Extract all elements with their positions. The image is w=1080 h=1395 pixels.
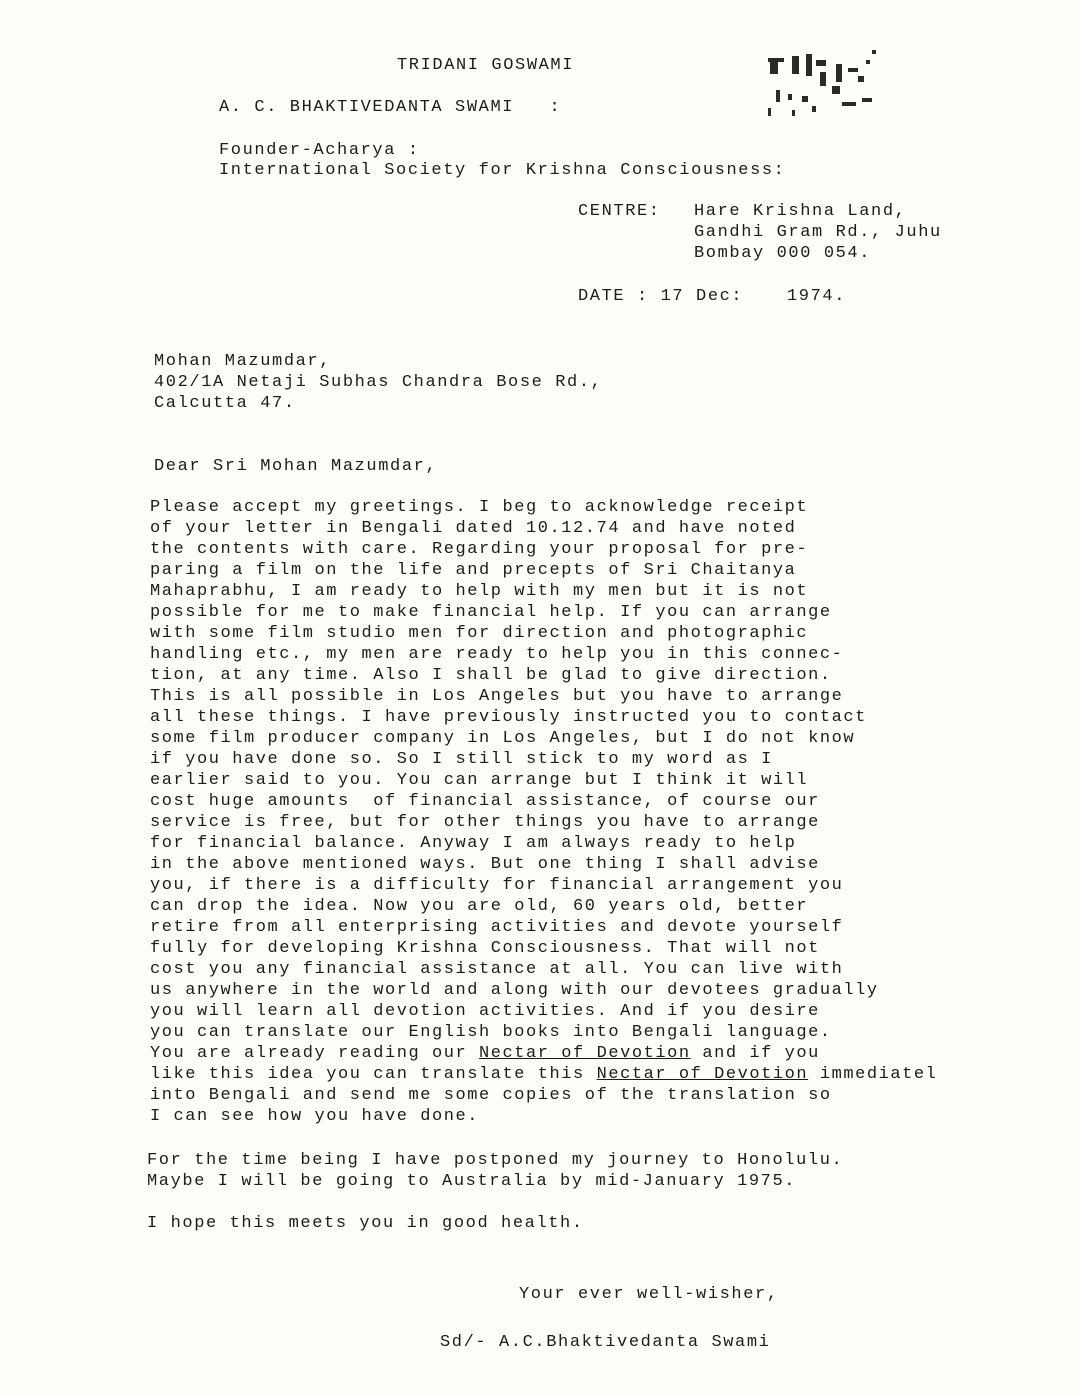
body-line: you will learn all devotion activities. And if you desire [150, 1002, 820, 1021]
body-line-text: immediatel [808, 1065, 938, 1084]
signature-line: Sd/- A.C.Bhaktivedanta Swami [440, 1333, 771, 1352]
body-line: tion, at any time. Also I shall be glad to give direction. [150, 666, 832, 685]
body-line: This is all possible in Los Angeles but you have to arrange [150, 687, 844, 706]
founder-acharya-line: Founder-Acharya : [219, 141, 420, 160]
body-line: I can see how you have done. [150, 1107, 480, 1126]
body-line: can drop the idea. Now you are old, 60 years old, better [150, 897, 809, 916]
body-line: earlier said to you. You can arrange but I think it will [150, 771, 809, 790]
salutation: Dear Sri Mohan Mazumdar, [154, 457, 438, 476]
body-line: you, if there is a difficulty for financial arrangement you [150, 876, 844, 895]
body-line: us anywhere in the world and along with our devotees gradually [150, 981, 879, 1000]
body-line: cost you any financial assistance at all. You can live with [150, 960, 844, 979]
body-line [150, 1044, 820, 1064]
date-label: DATE : 17 Dec: [578, 287, 744, 306]
ink-stamp-mark [762, 46, 892, 126]
society-line: International Society for Krishna Consciousness: [219, 161, 786, 180]
body-line: for financial balance. Anyway I am always ready to help [150, 834, 797, 853]
body-line-text: and if you [690, 1044, 820, 1063]
body-line: all these things. I have previously instructed you to contact [150, 708, 867, 727]
body-line: retire from all enterprising activities and devote yourself [150, 918, 844, 937]
centre-address-line-3: Bombay 000 054. [694, 244, 872, 263]
body-line: of your letter in Bengali dated 10.12.74 and have noted [150, 519, 797, 538]
body-line-text: You are already reading our [150, 1044, 480, 1063]
paragraph-3: I hope this meets you in good health. [147, 1214, 584, 1233]
body-line: fully for developing Krishna Consciousness. That will not [150, 939, 820, 958]
paragraph-2-line-1: For the time being I have postponed my journey to Honolulu. [147, 1151, 844, 1170]
book-title: Nectar of Devotion [596, 1065, 809, 1084]
sender-name: A. C. BHAKTIVEDANTA SWAMI : [219, 98, 562, 117]
body-line: if you have done so. So I still stick to my word as I [150, 750, 773, 769]
body-line: handling etc., my men are ready to help you in this connec- [150, 645, 844, 664]
body-line: cost huge amounts of financial assistance, of course our [150, 792, 820, 811]
letterhead-title: TRIDANI GOSWAMI [397, 56, 575, 75]
body-line: possible for me to make financial help. If you can arrange [150, 603, 832, 622]
body-line: paring a film on the life and precepts of Sri Chaitanya [150, 561, 797, 580]
body-line: Mahaprabhu, I am ready to help with my men but it is not [150, 582, 809, 601]
book-title: Nectar of Devotion [479, 1044, 691, 1063]
recipient-address-1: 402/1A Netaji Subhas Chandra Bose Rd., [154, 373, 603, 392]
body-line: service is free, but for other things you have to arrange [150, 813, 820, 832]
paragraph-2-line-2: Maybe I will be going to Australia by mid-January 1975. [147, 1172, 797, 1191]
body-line [150, 1065, 937, 1085]
body-line: you can translate our English books into Bengali language. [150, 1023, 832, 1042]
body-line-text: like this idea you can translate this [150, 1065, 597, 1084]
body-line: in the above mentioned ways. But one thing I shall advise [150, 855, 820, 874]
body-line: Please accept my greetings. I beg to acknowledge receipt [150, 498, 809, 517]
body-line: the contents with care. Regarding your proposal for pre- [150, 540, 809, 559]
recipient-name: Mohan Mazumdar, [154, 352, 332, 371]
body-line: into Bengali and send me some copies of the translation so [150, 1086, 832, 1105]
centre-address-line-2: Gandhi Gram Rd., Juhu [694, 223, 942, 242]
recipient-address-2: Calcutta 47. [154, 394, 296, 413]
closing-line: Your ever well-wisher, [519, 1285, 779, 1304]
date-year: 1974. [787, 287, 847, 306]
body-line: some film producer company in Los Angeles, but I do not know [150, 729, 856, 748]
centre-address-line-1: Hare Krishna Land, [694, 202, 907, 221]
centre-label: CENTRE: [578, 202, 661, 221]
body-line: with some film studio men for direction and photographic [150, 624, 809, 643]
